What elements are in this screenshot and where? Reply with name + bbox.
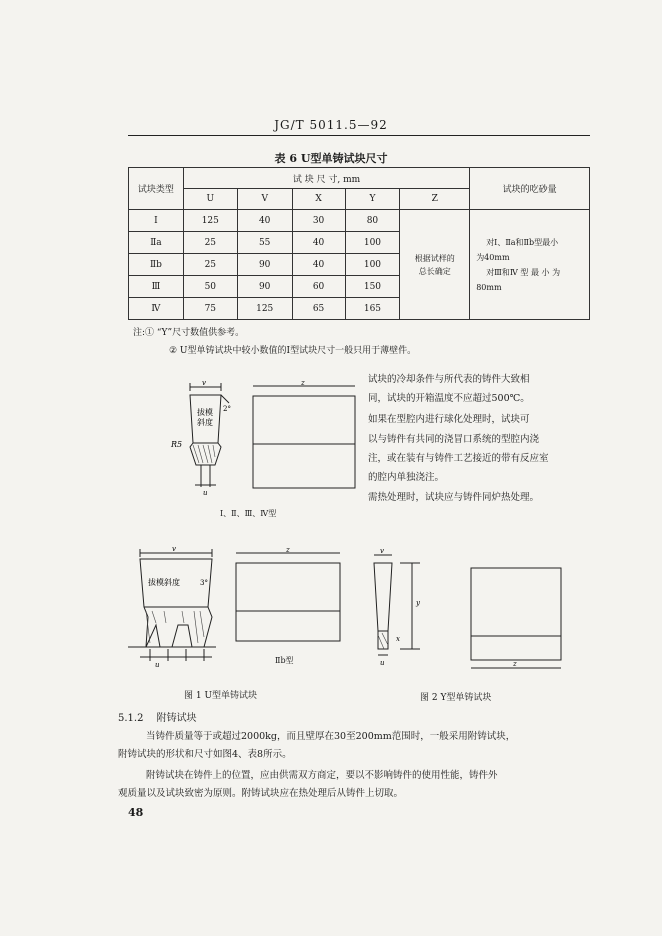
fig1b-angle: 3° [200,579,208,587]
allowance-header: 试块的吃砂量 [470,168,590,210]
fig1-angle: 2° [223,405,231,413]
section-heading [118,709,197,724]
table-row [129,210,590,232]
fig2-label-v: v [380,547,384,555]
row-type: Ⅰ [129,210,184,232]
allowance-1: 对Ⅰ、Ⅱa和Ⅱb型最小 [486,237,559,247]
cell-u: 25 [183,232,237,254]
fig2-section-diagram [360,545,440,670]
row-type: Ⅱb [129,254,184,276]
side-text-1: 试块的冷却条件与所代表的铸件大致相 [368,374,530,385]
fig1b-label-v: v [172,545,176,553]
fig1-side-view [245,380,360,495]
cell-x: 40 [292,254,345,276]
side-text-3: 如果在型腔内进行球化处理时，试块可 [368,414,530,425]
col-v: V [237,189,292,210]
section-p2-line1: 附铸试块在铸件上的位置，应由供需双方商定，要以不影响铸件的使用性能，铸件外 [146,770,498,781]
cell-y: 80 [345,210,400,232]
col-y: Y [345,189,400,210]
side-text-7: 需热处理时，试块应与铸件同炉热处理。 [368,492,540,503]
section-p1-line1: 当铸件质量等于或超过2000kg，而且壁厚在30至200mm范围时，一般采用附铸试块， [146,731,516,742]
side-text-4: 以与铸件有共同的浇冒口系统的型腔内浇 [368,434,540,445]
allowance-2: 为40mm [476,252,510,262]
side-text-5: 注，或在装有与铸件工艺接近的带有反应室 [368,453,549,464]
fig1-types-caption: Ⅰ、Ⅱ、Ⅲ、Ⅳ型 [220,509,277,518]
side-text-6: 的腔内单独浇注。 [368,472,445,483]
cell-y: 100 [345,232,400,254]
fig1-caption: 图 1 U型单铸试块 [184,691,258,701]
z-note-1: 根据试样的 [414,253,455,263]
cell-y: 100 [345,254,400,276]
col-u: U [183,189,237,210]
allowance-cell [470,210,590,320]
fig1-iib-caption: Ⅱb型 [275,656,294,665]
table-header-row [129,168,590,189]
table-caption: 表 6 U型单铸试块尺寸 [274,152,388,165]
fig1-draft-2: 斜度 [197,418,213,427]
section-p1-line2: 附铸试块的形状和尺寸如图4、表8所示。 [118,749,292,760]
fig2-label-y: y [416,599,420,607]
dims-header: 试 块 尺 寸, mm [183,168,469,189]
fig1-label-u: u [203,489,208,497]
fig2-side-view [465,560,565,675]
cell-y: 150 [345,276,400,298]
cell-u: 50 [183,276,237,298]
fig2-caption: 图 2 Y型单铸试块 [420,693,492,703]
fig1-iib-side-view [230,545,345,655]
z-note-2: 总长确定 [418,266,451,276]
fig1-label-z: z [301,379,305,387]
header-rule [128,135,590,136]
cell-v: 90 [237,254,292,276]
col-x: X [292,189,345,210]
cell-v: 40 [237,210,292,232]
type-header: 试块类型 [129,168,184,210]
cell-u: 125 [183,210,237,232]
note-label: 注:① [133,328,155,338]
cell-v: 125 [237,298,292,320]
row-type: Ⅲ [129,276,184,298]
fig1-iib-section [120,545,220,675]
cell-v: 55 [237,232,292,254]
fig1-r5: R5 [171,440,183,449]
cell-v: 90 [237,276,292,298]
note-2: ② U型单铸试块中较小数值的Ⅰ型试块尺寸一般只用于薄壁件。 [169,346,417,356]
cell-u: 75 [183,298,237,320]
cell-x: 65 [292,298,345,320]
fig1-label-v: v [202,379,206,387]
cell-x: 30 [292,210,345,232]
side-text-2: 同，试块的开箱温度不应超过500℃。 [368,393,530,404]
cell-x: 40 [292,232,345,254]
cell-x: 60 [292,276,345,298]
note-1 [133,325,244,338]
z-cell [400,210,470,320]
cell-u: 25 [183,254,237,276]
document-header: JG/T 5011.5—92 [274,118,388,132]
section-number: 5.1.2 [118,713,144,724]
page-number: 48 [128,806,144,819]
spec-table [128,167,590,320]
section-p2-line2: 观质量以及试块致密为原则。附铸试块应在热处理后从铸件上切取。 [118,788,404,799]
fig1b-label-u: u [155,661,160,669]
cell-y: 165 [345,298,400,320]
row-type: Ⅱa [129,232,184,254]
allowance-3: 对Ⅲ和Ⅳ 型 最 小 为 [486,267,561,277]
fig2-label-u: u [380,659,385,667]
fig1b-label-z: z [286,546,290,554]
note-1-text: “Y”尺寸数值供参考。 [156,328,245,338]
allowance-4: 80mm [476,282,502,292]
fig2-label-x: x [396,635,400,643]
row-type: Ⅳ [129,298,184,320]
section-title: 附铸试块 [156,713,197,724]
col-z: Z [400,189,470,210]
fig1-draft-1: 拔模 [197,408,213,417]
fig2-label-z: z [513,660,517,668]
fig1b-draft: 拔模斜度 [148,578,180,587]
fig1-section-diagram [165,375,240,510]
